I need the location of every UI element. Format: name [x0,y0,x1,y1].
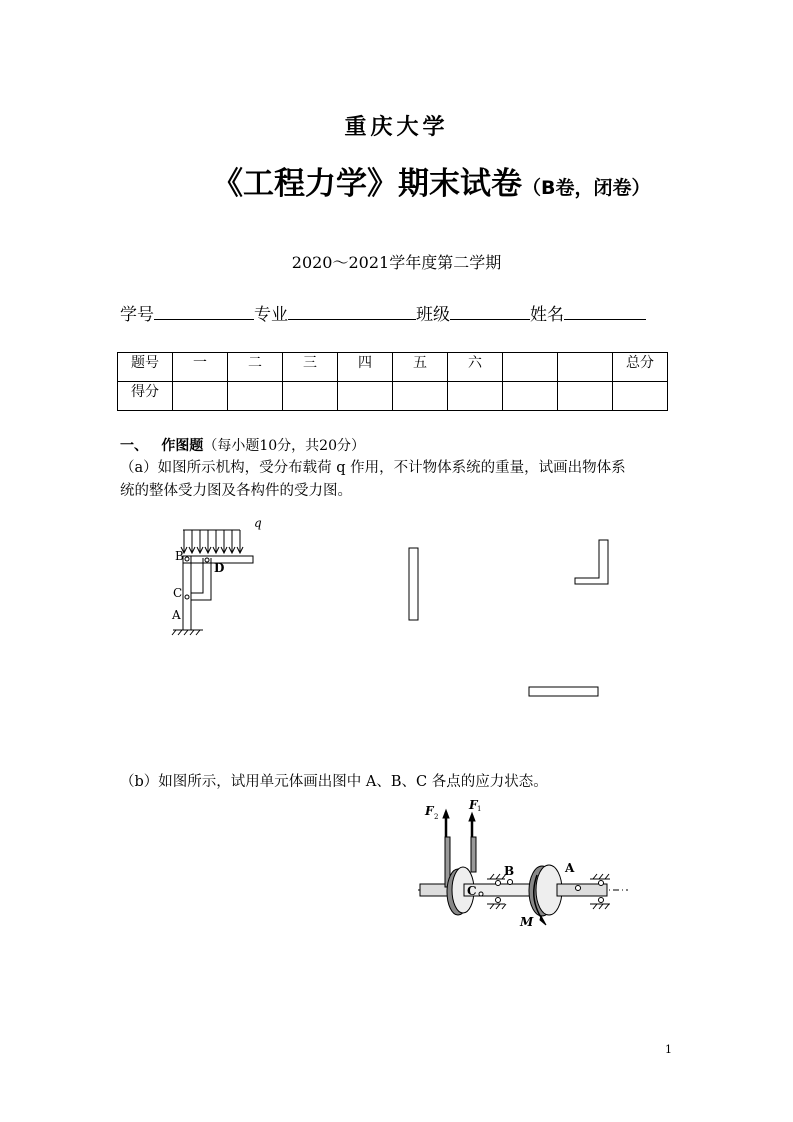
term: 2020～2021学年度第二学期 [291,253,502,272]
label-f1-subscript: 1 [477,805,482,813]
label-b-point: B [504,864,515,878]
class-label: 班级 [416,305,450,325]
major-label: 专业 [254,305,288,325]
label-b: B [175,549,184,563]
university-name: 重庆大学 [344,115,449,140]
label-c-point: C [467,884,477,898]
table-cell: 得分 [118,382,173,411]
label-q: q [254,516,262,530]
table-cell: 三 [283,353,338,382]
page-number: 1 [665,1043,672,1056]
name-label: 姓名 [530,305,564,325]
label-f2-subscript: 2 [434,813,439,821]
table-cell: 四 [338,353,393,382]
label-a-point: A [565,861,575,875]
exam-title-main: 《工程力学》期末试卷 [212,166,522,202]
exam-title-note: （B卷，闭卷） [522,177,651,199]
student-id-label: 学号 [120,305,154,325]
table-cell: 题号 [118,353,173,382]
table-cell: 六 [448,353,503,382]
table-cell: 二 [228,353,283,382]
label-f1: F [469,798,478,812]
table-cell: 总分 [613,353,668,382]
section-note: （每小题10分，共20分） [203,438,365,454]
question-a-line2: 统的整体受力图及各构件的受力图。 [120,483,352,499]
label-f2: F [425,804,434,818]
section-title: 作图题 [161,438,204,454]
question-b: （b）如图所示，试用单元体画出图中 A、B、C 各点的应力状态。 [120,774,548,790]
label-moment: M [520,915,534,929]
section-number: 一、 [120,438,148,454]
label-c: C [173,586,183,600]
table-cell: 一 [173,353,228,382]
table-cell: 五 [393,353,448,382]
label-d: D [214,561,225,575]
label-a: A [172,608,181,622]
question-a-line1: （a）如图所示机构，受分布载荷 q 作用，不计物体系统的重量，试画出物体系 [120,460,626,476]
